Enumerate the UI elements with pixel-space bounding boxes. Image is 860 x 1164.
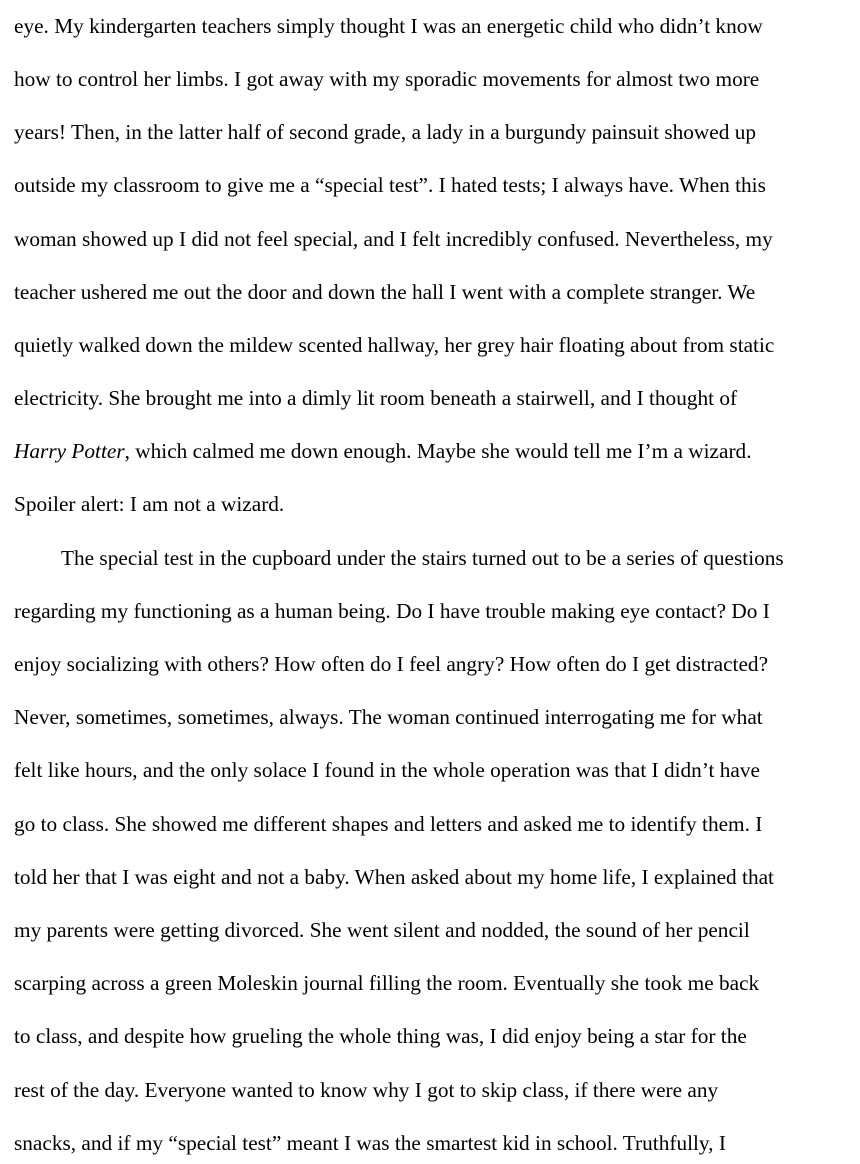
text-line: go to class. She showed me different shapes and letters and asked me to identify them. I	[14, 812, 763, 836]
text-line: snacks, and if my “special test” meant I was the smartest kid in school. Truthfully, I	[14, 1131, 726, 1155]
text-line: enjoy socializing with others? How often do I feel angry? How often do I get distracted?	[14, 652, 769, 676]
text-line: quietly walked down the mildew scented hallway, her grey hair floating about from static	[14, 333, 775, 357]
text-line: how to control her limbs. I got away with my sporadic movements for almost two more	[14, 67, 760, 91]
text-line: rest of the day. Everyone wanted to know why I got to skip class, if there were any	[14, 1078, 719, 1102]
text-line: eye. My kindergarten teachers simply thought I was an energetic child who didn’t know	[14, 14, 763, 38]
text-line: Spoiler alert: I am not a wizard.	[14, 492, 285, 516]
text-line: felt like hours, and the only solace I found in the whole operation was that I didn’t have	[14, 758, 760, 782]
text-line: told her that I was eight and not a baby. When asked about my home life, I explained that	[14, 865, 774, 889]
text-line: The special test in the cupboard under the stairs turned out to be a series of questions	[61, 546, 784, 570]
text-span: , which calmed me down enough. Maybe she would tell me I’m a wizard.	[124, 439, 752, 463]
text-line: my parents were getting divorced. She went silent and nodded, the sound of her pencil	[14, 918, 750, 942]
book-title: Harry Potter	[14, 439, 125, 463]
text-line: woman showed up I did not feel special, and I felt incredibly confused. Nevertheless, my	[14, 227, 773, 251]
text-line: years! Then, in the latter half of second grade, a lady in a burgundy painsuit showed up	[14, 120, 757, 144]
text-line: regarding my functioning as a human being. Do I have trouble making eye contact? Do I	[14, 599, 770, 623]
text-line: teacher ushered me out the door and down the hall I went with a complete stranger. We	[14, 280, 756, 304]
text-line: electricity. She brought me into a dimly lit room beneath a stairwell, and I thought of	[14, 386, 738, 410]
text-line: Never, sometimes, sometimes, always. The woman continued interrogating me for what	[14, 705, 763, 729]
text-line: outside my classroom to give me a “special test”. I hated tests; I always have. When this	[14, 173, 766, 197]
text-line	[14, 436, 752, 466]
text-line: scarping across a green Moleskin journal filling the room. Eventually she took me back	[14, 971, 760, 995]
text-line: to class, and despite how grueling the whole thing was, I did enjoy being a star for the	[14, 1024, 747, 1048]
